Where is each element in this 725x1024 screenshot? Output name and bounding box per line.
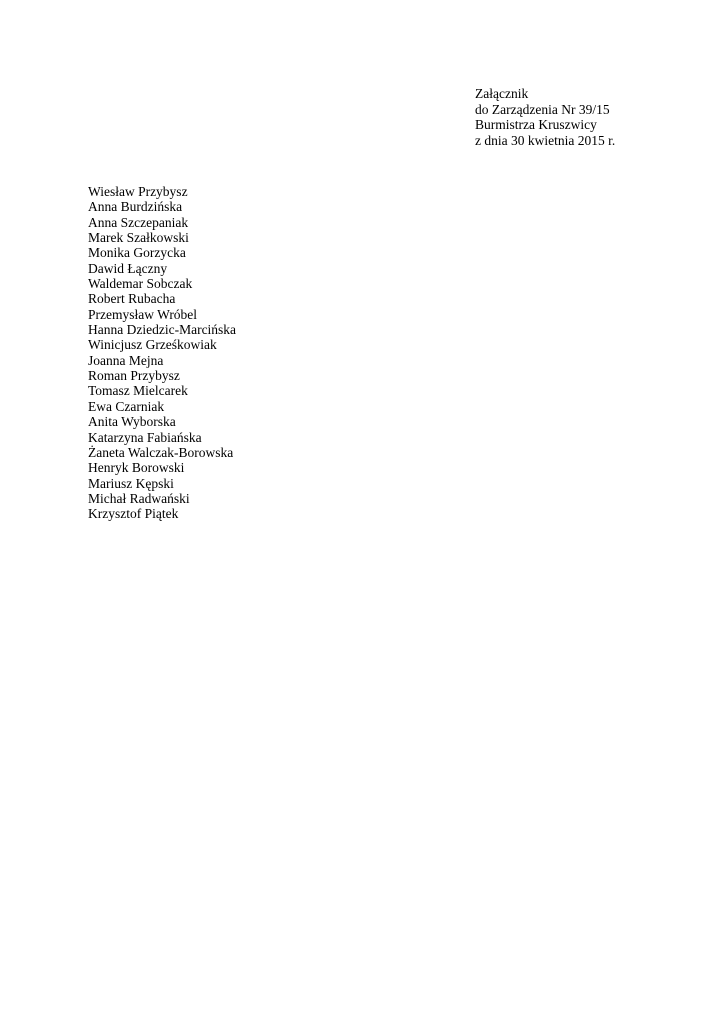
list-item: Anna Szczepaniak [88, 214, 189, 230]
ordinance-reference: do Zarządzenia Nr 39/15 [475, 101, 610, 117]
issuer: Burmistrza Kruszwicy [475, 117, 597, 132]
annex-header [475, 86, 615, 148]
annex-title: Załącznik [475, 86, 529, 101]
list-item: Joanna Mejna [88, 352, 164, 368]
list-item: Dawid Łączny [88, 260, 168, 276]
list-item: Żaneta Walczak-Borowska [88, 444, 234, 460]
list-item: Krzysztof Piątek [88, 506, 179, 522]
list-item: Katarzyna Fabiańska [88, 429, 202, 445]
list-item: Roman Przybysz [88, 368, 180, 384]
list-item: Waldemar Sobczak [88, 276, 193, 292]
list-item: Hanna Dziedzic-Marcińska [88, 322, 237, 338]
list-item: Tomasz Mielcarek [88, 383, 188, 399]
list-item: Wiesław Przybysz [88, 184, 188, 199]
list-item: Przemysław Wróbel [88, 306, 198, 322]
list-item: Henryk Borowski [88, 460, 185, 476]
list-item: Anna Burdzińska [88, 199, 183, 215]
issue-date: z dnia 30 kwietnia 2015 r. [475, 132, 616, 148]
list-item: Marek Szałkowski [88, 230, 189, 246]
list-item: Anita Wyborska [88, 414, 176, 430]
names-list [88, 184, 236, 522]
list-item: Mariusz Kępski [88, 475, 174, 491]
list-item: Ewa Czarniak [88, 398, 165, 414]
list-item: Monika Gorzycka [88, 245, 186, 261]
list-item: Winicjusz Grześkowiak [88, 337, 217, 353]
list-item: Robert Rubacha [88, 291, 176, 307]
list-item: Michał Radwański [88, 490, 190, 506]
